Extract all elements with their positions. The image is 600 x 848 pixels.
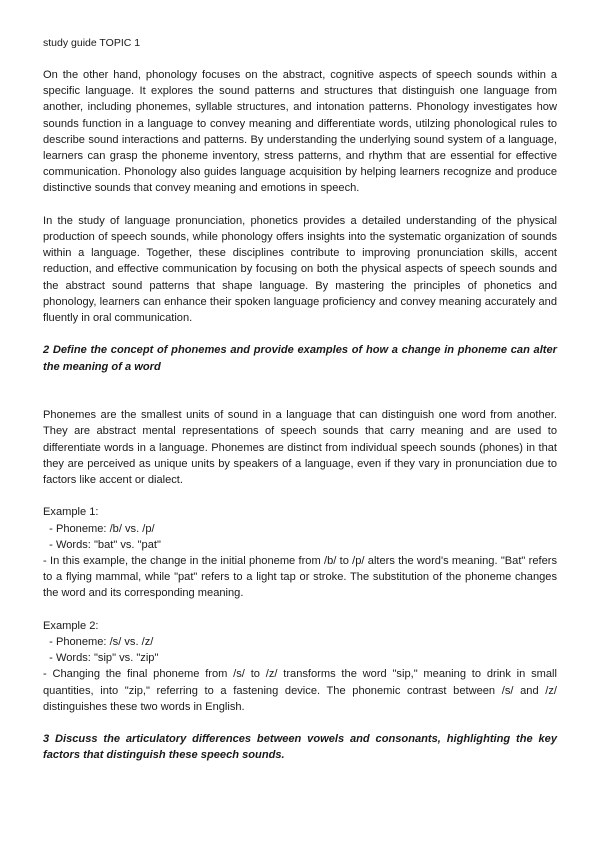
paragraph-pronunciation: In the study of language pronunciation, phonetics provides a detailed understanding of the physical production of speech sounds, while phonology offers insights into the systematic organization of sounds within a language. Together, these disciplines contribute to improving pronunciation skills, accent reduction, and effective communication by focusing on both the physical aspects of speech sounds and the abstract sound patterns that shape language. By mastering the principles of phonetics and phonology, learners can enhance their spoken language proficiency and convey meaning accurately and fluently in oral communication. [43,214,557,325]
document-body [43,67,557,764]
question-2-heading: 2 Define the concept of phonemes and provide examples of how a change in phoneme can alter the meaning of a word [43,344,557,373]
example-2-words: - Words: "sip" vs. "zip" [43,652,159,665]
example-1-words: - Words: "bat" vs. "pat" [43,538,161,551]
example-1-title: Example 1: [43,506,99,519]
example-1-explanation: - In this example, the change in the initial phoneme from /b/ to /p/ alters the word's meaning. "Bat" refers to a flying mammal, while "pat" refers to a light tap or stroke. The substitution of the phoneme changes the word and its corresponding meaning. [43,555,557,600]
page-header: study guide TOPIC 1 [43,37,141,49]
example-2-title: Example 2: [43,619,99,632]
example-2 [43,618,557,715]
question-3-heading: 3 Discuss the articulatory differences between vowels and consonants, highlighting the key factors that distinguish these speech sounds. [43,733,557,762]
example-2-explanation: - Changing the final phoneme from /s/ to /z/ transforms the word "sip," meaning to drink in small quantities, into "zip," referring to a fastening device. The phonemic contrast between /s/ and /z/ distinguishes these two words in English. [43,668,557,713]
paragraph-phonology: On the other hand, phonology focuses on the abstract, cognitive aspects of speech sounds within a specific language. It explores the sound patterns and structures that distinguish one language from another, including phonemes, syllable structures, and intonation patterns. Phonology investigates how sounds function in a language to convey meaning and differentiate words, utilzing phonological rules to describe sound interactions and patterns. By understanding the underlying sound system of a language, learners can grasp the phoneme inventory, stress patterns, and rhythm that are essential for effective communication. Phonology also guides language acquisition by helping learners recognize and produce distinctive sounds that convey meaning and emotions in speech. [43,69,557,195]
example-1-phoneme: - Phoneme: /b/ vs. /p/ [43,522,155,535]
example-1 [43,504,557,601]
paragraph-phonemes: Phonemes are the smallest units of sound in a language that can distinguish one word from another. They are abstract mental representations of speech sounds that carry meaning and are used to differentiate words in a language. Phonemes are distinct from individual speech sounds (phones) in that they are perceived as unique units by speakers of a language, even if they vary in pronunciation due to factors like accent or dialect. [43,409,557,487]
example-2-phoneme: - Phoneme: /s/ vs. /z/ [43,636,154,649]
